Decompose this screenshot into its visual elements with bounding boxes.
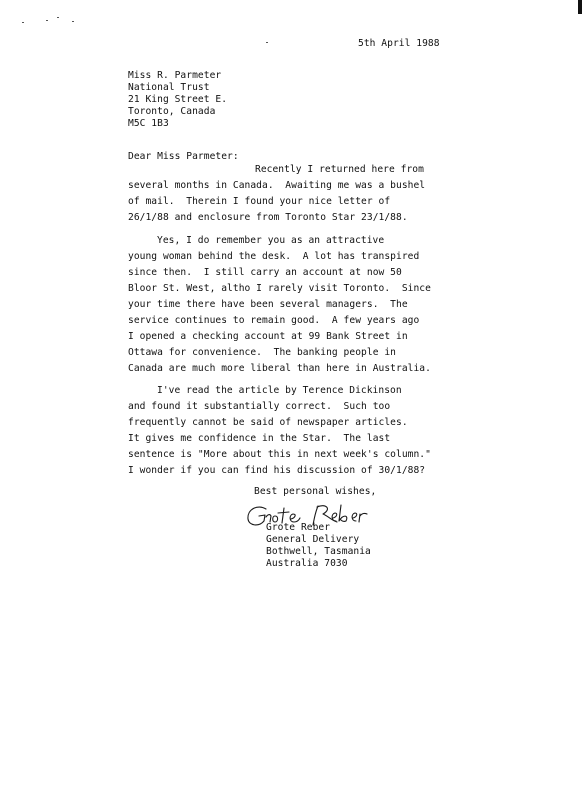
paragraph-line: several months in Canada. Awaiting me was a bushel bbox=[128, 180, 426, 191]
paragraph-line: since then. I still carry an account at now 50 bbox=[128, 267, 402, 278]
recipient-line: National Trust bbox=[128, 82, 210, 93]
letter-date: 5th April 1988 bbox=[358, 38, 440, 49]
paragraph-line: Bloor St. West, altho I rarely visit Toronto. Since bbox=[128, 283, 431, 294]
scan-speck bbox=[72, 21, 74, 22]
paragraph-line: I wonder if you can find his discussion of 30/1/88? bbox=[128, 465, 426, 476]
sender-line: Bothwell, Tasmania bbox=[266, 546, 371, 557]
paragraph-line: I opened a checking account at 99 Bank Street in bbox=[128, 331, 408, 342]
paragraph-line: Canada are much more liberal than here in Australia. bbox=[128, 363, 431, 374]
paragraph-line: I've read the article by Terence Dickinson bbox=[157, 385, 402, 396]
sender-line: Australia 7030 bbox=[266, 558, 348, 569]
recipient-line: M5C 1B3 bbox=[128, 118, 169, 129]
paragraph-line: young woman behind the desk. A lot has transpired bbox=[128, 251, 420, 262]
paragraph-line: Ottawa for convenience. The banking people in bbox=[128, 347, 396, 358]
recipient-line: Miss R. Parmeter bbox=[128, 70, 222, 81]
paragraph-line: frequently cannot be said of newspaper articles. bbox=[128, 417, 408, 428]
paragraph-line: and found it substantially correct. Such too bbox=[128, 401, 391, 412]
salutation: Dear Miss Parmeter: bbox=[128, 151, 239, 162]
recipient-line: Toronto, Canada bbox=[128, 106, 216, 117]
paragraph-line: service continues to remain good. A few years ago bbox=[128, 315, 420, 326]
paragraph-line: your time there have been several managers. The bbox=[128, 299, 408, 310]
paragraph-line: It gives me confidence in the Star. The last bbox=[128, 433, 391, 444]
scan-edge-mark bbox=[578, 0, 582, 14]
paragraph-line: Yes, I do remember you as an attractive bbox=[157, 235, 385, 246]
scan-speck bbox=[57, 17, 59, 18]
scan-speck bbox=[46, 20, 48, 21]
recipient-line: 21 King Street E. bbox=[128, 94, 228, 105]
paragraph-line: sentence is "More about this in next week's column." bbox=[128, 449, 431, 460]
closing: Best personal wishes, bbox=[254, 486, 377, 497]
paragraph-line: 26/1/88 and enclosure from Toronto Star 23/1/88. bbox=[128, 212, 408, 223]
paragraph-line: Recently I returned here from bbox=[255, 164, 424, 175]
scan-speck bbox=[266, 42, 268, 43]
sender-line: General Delivery bbox=[266, 534, 360, 545]
scan-speck bbox=[22, 22, 24, 23]
paragraph-line: of mail. Therein I found your nice letter of bbox=[128, 196, 391, 207]
sender-name: Grote Reber bbox=[266, 522, 331, 533]
